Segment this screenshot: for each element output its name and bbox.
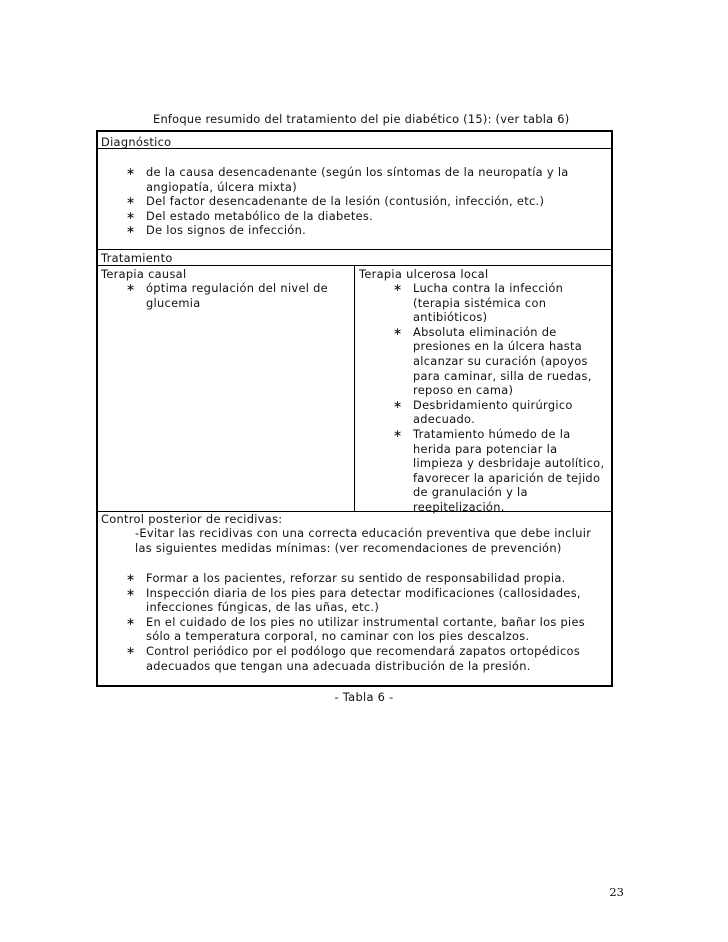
list-item-text: Control periódico por el podólogo que recomendará zapatos ortopédicos adecuados que tengan una adecuada distribución de la presión. bbox=[146, 643, 581, 673]
page-number: 23 bbox=[609, 885, 624, 899]
bullet-star-icon: ∗ bbox=[126, 194, 136, 208]
list-item-text: Lucha contra la infección (terapia sistémica con antibióticos) bbox=[413, 281, 564, 325]
tratamiento-heading: Tratamiento bbox=[101, 251, 173, 265]
bullet-star-icon: ∗ bbox=[126, 643, 136, 657]
list-item bbox=[385, 398, 610, 427]
list-item bbox=[118, 209, 598, 224]
list-item bbox=[118, 586, 603, 615]
bullet-star-icon: ∗ bbox=[126, 208, 136, 222]
list-item bbox=[385, 427, 610, 515]
list-item-text: Formar a los pacientes, reforzar su sentido de responsabilidad propia. bbox=[146, 571, 566, 585]
list-item bbox=[385, 325, 610, 398]
treatment-table bbox=[96, 130, 613, 687]
list-item-text: Absoluta eliminación de presiones en la úlcera hasta alcanzar su curación (apoyos para caminar, silla de ruedas, reposo en cama) bbox=[413, 324, 592, 398]
bullet-star-icon: ∗ bbox=[393, 397, 403, 411]
bullet-star-icon: ∗ bbox=[393, 281, 403, 294]
bullet-star-icon: ∗ bbox=[126, 614, 136, 628]
list-item-text: Tratamiento húmedo de la herida para potenciar la limpieza y desbridaje autolítico, favorecer la aparición de tejido de granulación y la reepitelización. bbox=[413, 426, 605, 514]
list-item bbox=[118, 165, 598, 194]
row-divider bbox=[98, 148, 611, 149]
list-item bbox=[118, 615, 603, 644]
diagnostico-list bbox=[118, 165, 598, 238]
bullet-star-icon: ∗ bbox=[126, 281, 136, 294]
row-divider bbox=[98, 249, 611, 250]
list-item-text: Del factor desencadenante de la lesión (contusión, infección, etc.) bbox=[146, 194, 545, 209]
terapia-causal-heading: Terapia causal bbox=[101, 267, 187, 281]
table-label: - Tabla 6 - bbox=[334, 690, 394, 704]
terapia-local-list bbox=[385, 281, 610, 515]
column-divider bbox=[354, 266, 355, 512]
bullet-star-icon: ∗ bbox=[126, 165, 136, 178]
bullet-star-icon: ∗ bbox=[126, 223, 136, 237]
list-item bbox=[118, 644, 603, 673]
table-caption: Enfoque resumido del tratamiento del pie diabético (15): (ver tabla 6) bbox=[153, 112, 570, 126]
bullet-star-icon: ∗ bbox=[393, 324, 403, 338]
terapia-causal-list bbox=[118, 281, 346, 310]
list-item bbox=[385, 281, 610, 325]
list-item-text: óptima regulación del nivel de glucemia bbox=[146, 281, 328, 310]
control-list bbox=[118, 571, 603, 673]
list-item-text: Inspección diaria de los pies para detectar modificaciones (callosidades, infecciones fúngicas, de las uñas, etc.) bbox=[146, 585, 581, 615]
diagnostico-heading: Diagnóstico bbox=[101, 135, 172, 149]
control-intro: -Evitar las recidivas con una correcta educación preventiva que debe incluir las siguientes medidas mínimas: (ver recomendaciones de prevención) bbox=[135, 526, 592, 555]
list-item bbox=[118, 194, 598, 209]
bullet-star-icon: ∗ bbox=[126, 585, 136, 599]
list-item-text: En el cuidado de los pies no utilizar instrumental cortante, bañar los pies sólo a temperatura corporal, no caminar con los pies descalzos. bbox=[146, 614, 586, 644]
list-item-text: De los signos de infección. bbox=[146, 223, 307, 238]
control-heading: Control posterior de recidivas: bbox=[101, 512, 283, 526]
list-item bbox=[118, 281, 346, 310]
list-item-text: Del estado metabólico de la diabetes. bbox=[146, 208, 374, 223]
list-item-text: Desbridamiento quirúrgico adecuado. bbox=[413, 397, 573, 427]
bullet-star-icon: ∗ bbox=[393, 426, 403, 440]
list-item-text: de la causa desencadenante (según los síntomas de la neuropatía y la angiopatía, úlcera mixta) bbox=[146, 165, 569, 194]
list-item bbox=[118, 223, 598, 238]
terapia-local-heading: Terapia ulcerosa local bbox=[359, 267, 489, 281]
list-item bbox=[118, 571, 603, 586]
bullet-star-icon: ∗ bbox=[126, 571, 136, 584]
